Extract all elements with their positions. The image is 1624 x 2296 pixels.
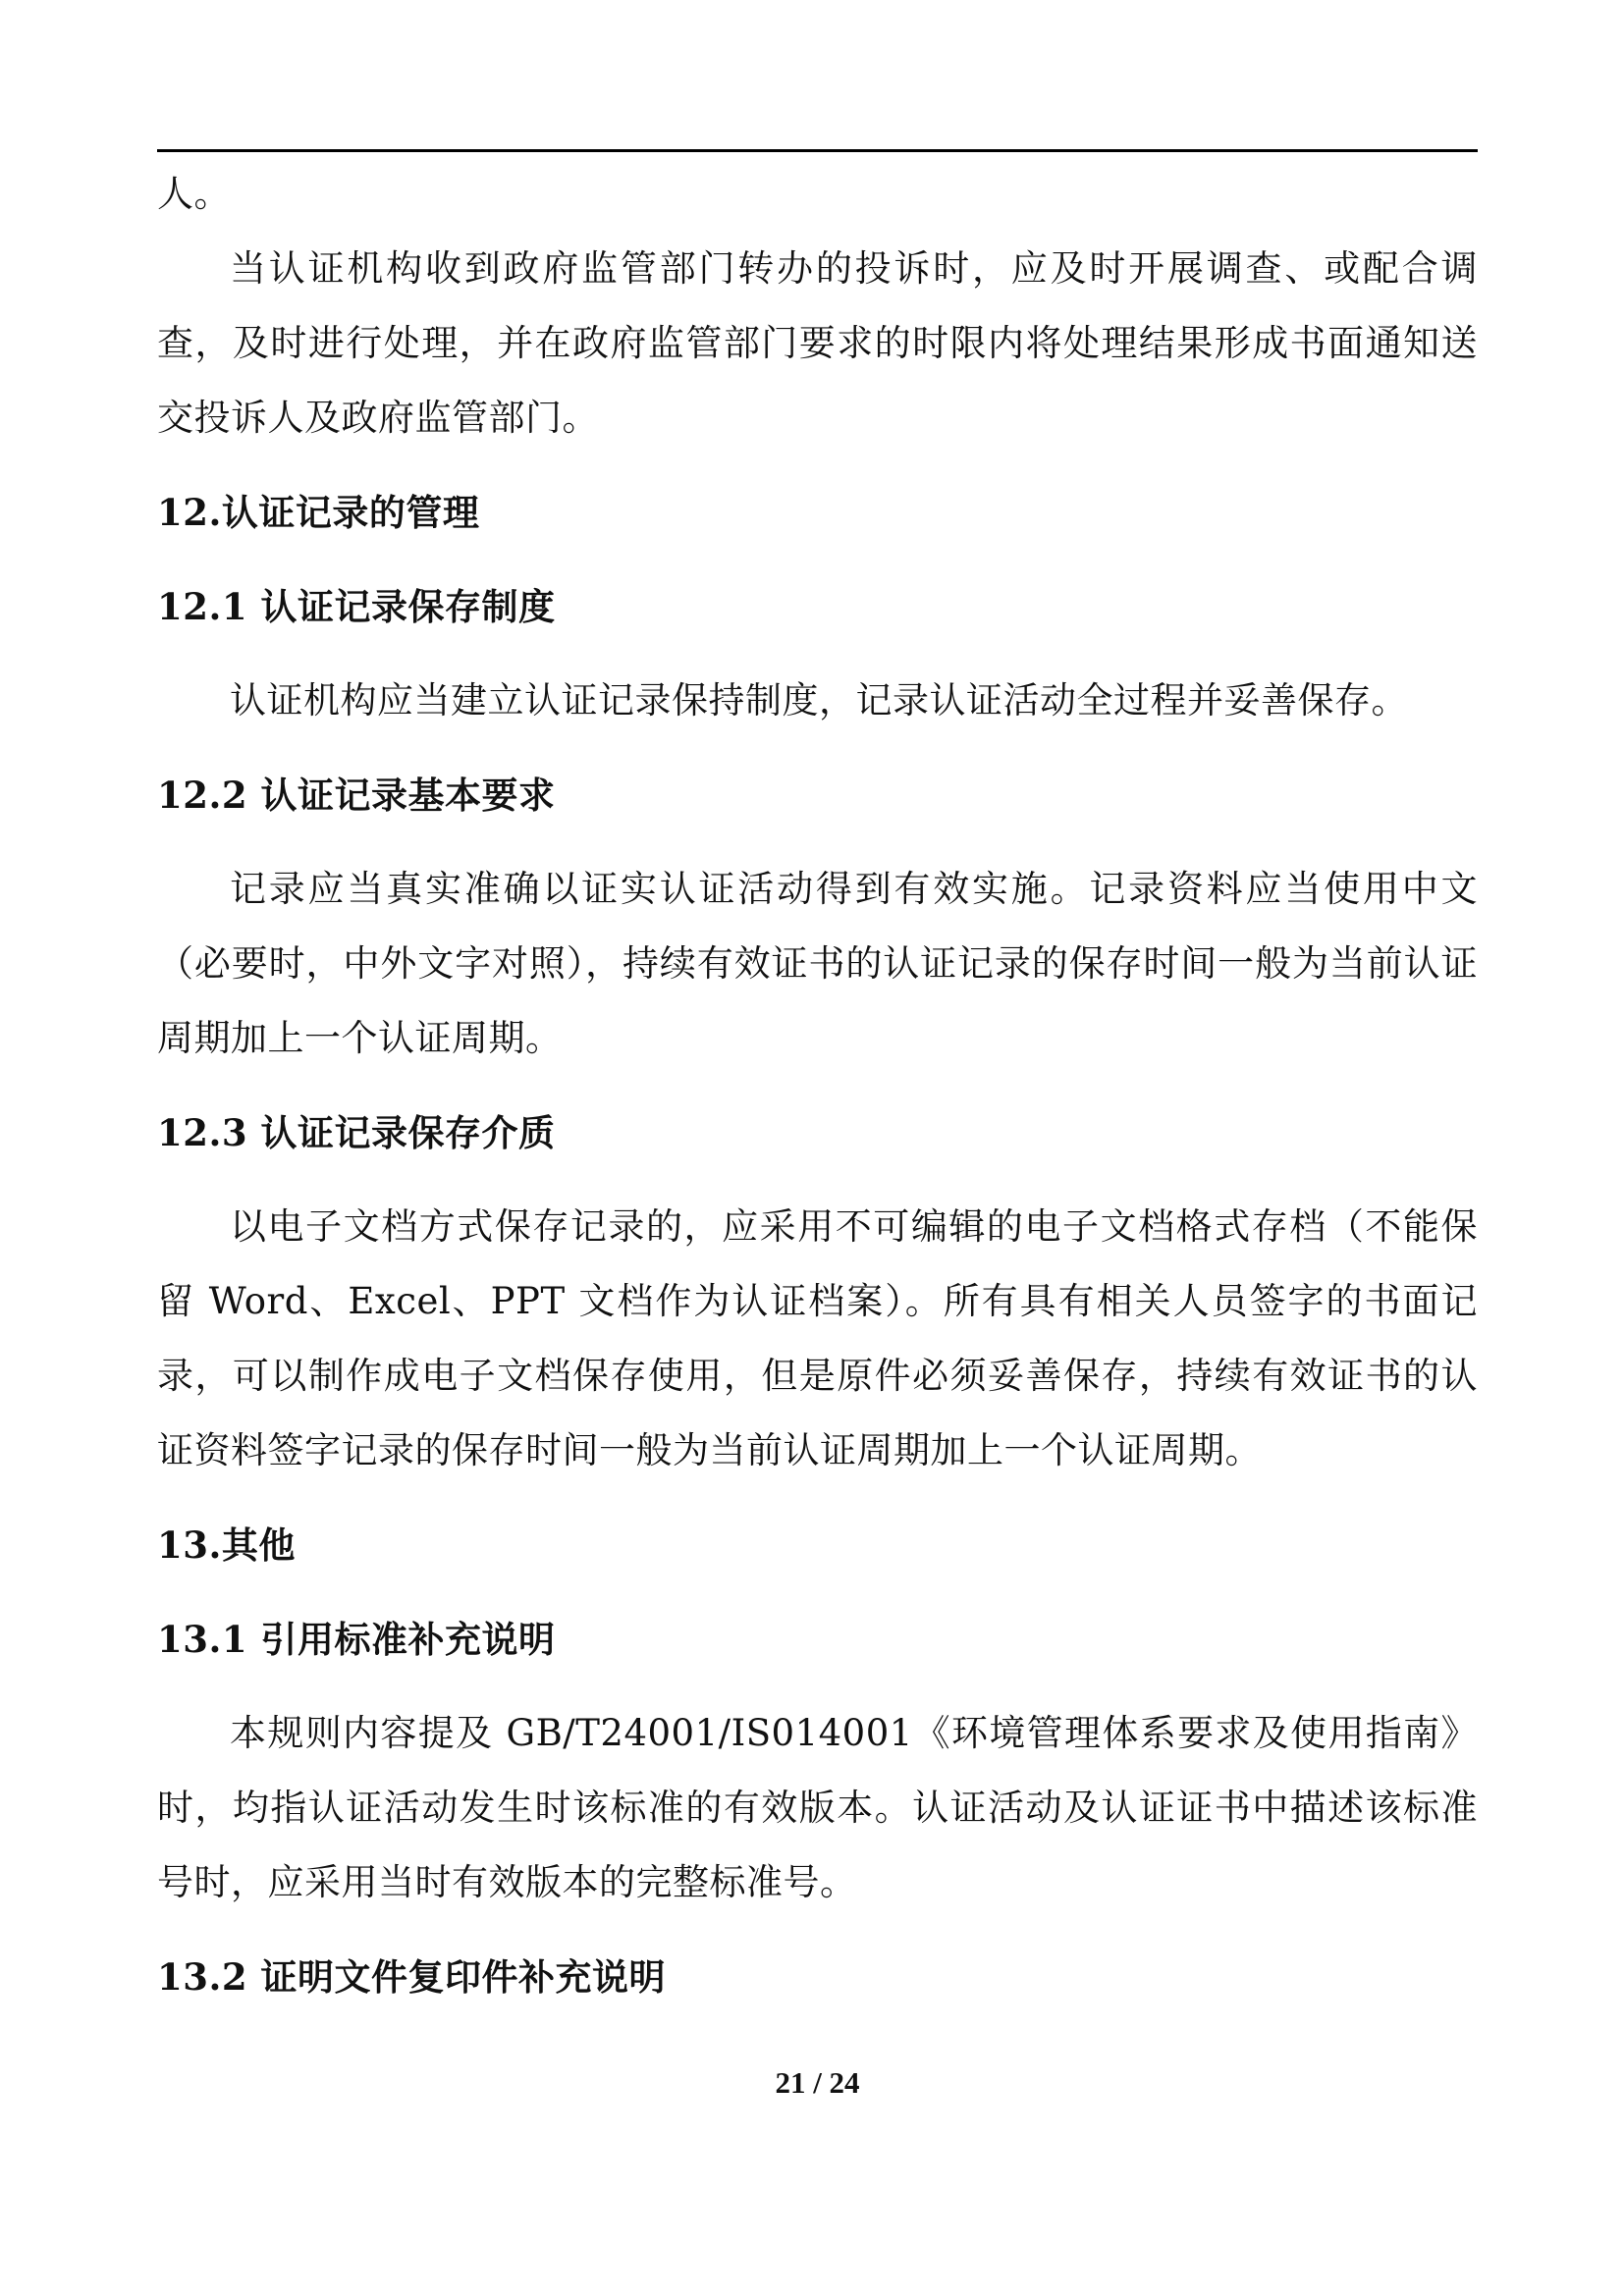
- section-12-1-heading: 12.1 认证记录保存制度: [157, 585, 556, 628]
- page-number: 21 / 24: [775, 2065, 860, 2100]
- header-rule: [157, 149, 1478, 152]
- section-13-1-heading: 13.1 引用标准补充说明: [157, 1618, 556, 1661]
- section-12-heading: 12.认证记录的管理: [157, 491, 480, 534]
- section-13-heading: 13.其他: [157, 1523, 296, 1567]
- section-12-1-body: 认证机构应当建立认证记录保持制度，记录认证活动全过程并妥善保存。: [230, 679, 1408, 721]
- section-12-3-body: 以电子文档方式保存记录的，应采用不可编辑的电子文档格式存档（不能保留 Word、Excel、PPT 文档作为认证档案）。所有具有相关人员签字的书面记录，可以制作成电子文档保存使用，但是原件必须妥善保存，持续有效证书的认证资料签字记录的保存时间一般为当前认证周期加上一个认证周期。: [157, 1205, 1478, 1471]
- document-page: [157, 0, 1478, 2296]
- section-13-2-heading: 13.2 证明文件复印件补充说明: [157, 1955, 666, 1999]
- continuation-text: 人。: [157, 173, 231, 215]
- complaint-paragraph: 当认证机构收到政府监管部门转办的投诉时，应及时开展调查、或配合调查，及时进行处理，并在政府监管部门要求的时限内将处理结果形成书面通知送交投诉人及政府监管部门。: [157, 247, 1478, 439]
- document-body: [157, 157, 1478, 2014]
- section-12-3-heading: 12.3 认证记录保存介质: [157, 1111, 556, 1154]
- section-13-1-body: 本规则内容提及 GB/T24001/IS014001《环境管理体系要求及使用指南》时，均指认证活动发生时该标准的有效版本。认证活动及认证证书中描述该标准号时，应采用当时有效版本的完整标准号。: [157, 1712, 1478, 1903]
- section-12-2-heading: 12.2 认证记录基本要求: [157, 774, 556, 817]
- section-12-2-body: 记录应当真实准确以证实认证活动得到有效实施。记录资料应当使用中文（必要时，中外文字对照），持续有效证书的认证记录的保存时间一般为当前认证周期加上一个认证周期。: [157, 868, 1478, 1059]
